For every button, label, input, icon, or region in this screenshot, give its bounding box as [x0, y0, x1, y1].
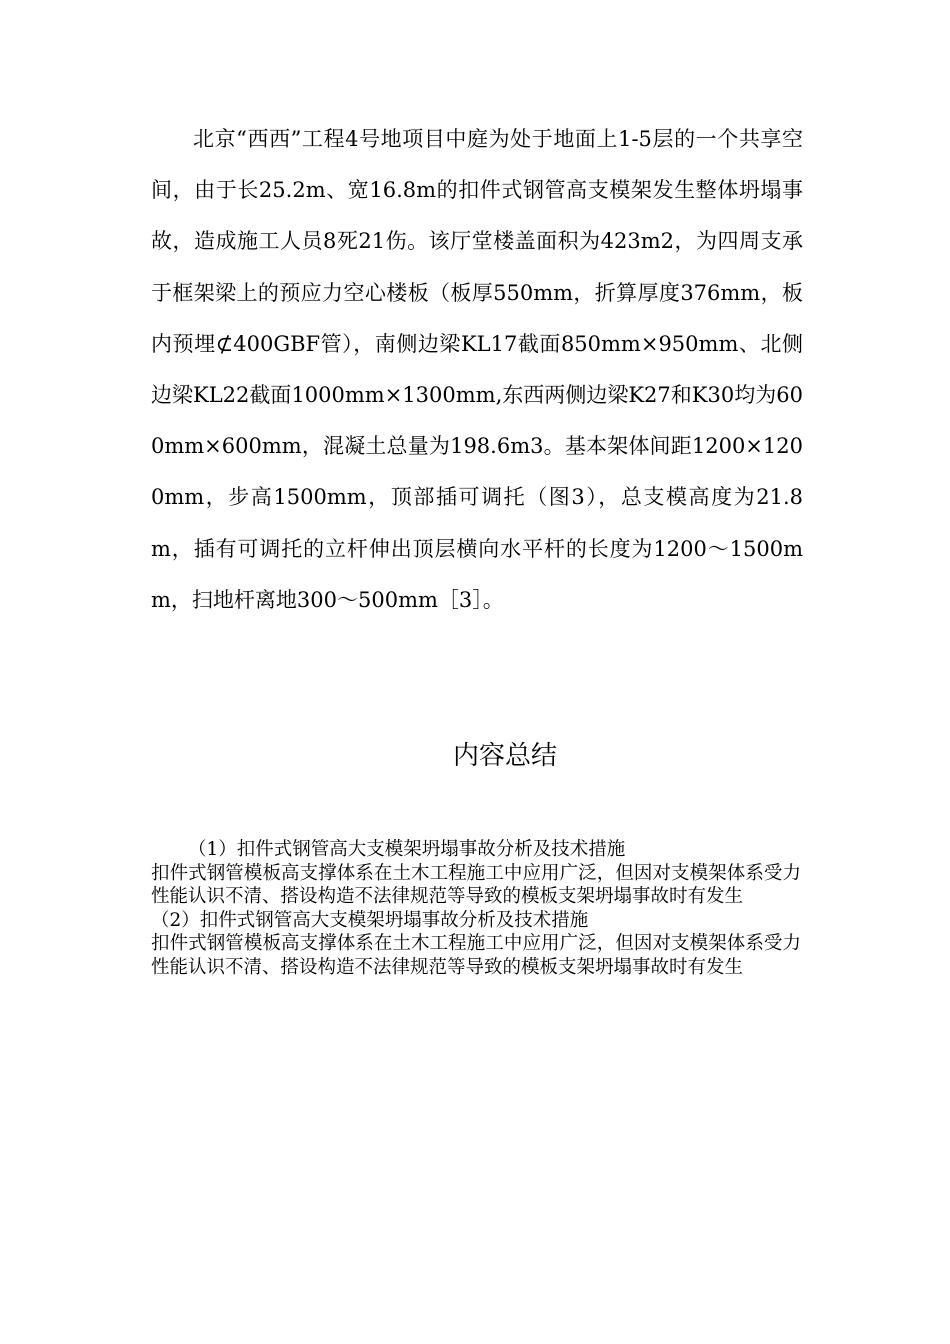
body-paragraph: 北京“西西”工程4号地项目中庭为处于地面上1-5层的一个共享空间，由于长25.2m、宽16.8m的扣件式钢管高支模架发生整体坍塌事故，造成施工人员8死21伤。该厅堂楼盖面积为423m2，为四周支承于框架梁上的预应力空心楼板（板厚550mm，折算厚度376mm，板内预埋⊄400GBF管），南侧边梁KL17截面850mm×950mm、北侧边梁KL22截面1000mm×1300mm,东西两侧边梁K27和K30均为600mm×600mm，混凝土总量为198.6m3。基本架体间距1200×1200mm，步高1500mm，顶部插可调托（图3），总支模高度为21.8m，插有可调托的立杆伸出顶层横向水平杆的长度为1200～1500mm，扫地杆离地300～500mm［3］。: [151, 127, 803, 612]
summary-item-body: 扣件式钢管模板高支撑体系在土木工程施工中应用广泛，但因对支模架体系受力性能认识不清、搭设构造不法律规范等导致的模板支架坍塌事故时有发生: [151, 933, 801, 978]
summary-item-title: （1）扣件式钢管高大支模架坍塌事故分析及技术措施: [188, 839, 626, 860]
summary-item-body: 扣件式钢管模板高支撑体系在土木工程施工中应用广泛，但因对支模架体系受力性能认识不清、搭设构造不法律规范等导致的模板支架坍塌事故时有发生: [151, 862, 801, 907]
summary-heading: 内容总结: [452, 741, 557, 771]
summary-item-title: （2）扣件式钢管高大支模架坍塌事故分析及技术措施: [151, 909, 589, 931]
summary-section: [151, 838, 801, 979]
